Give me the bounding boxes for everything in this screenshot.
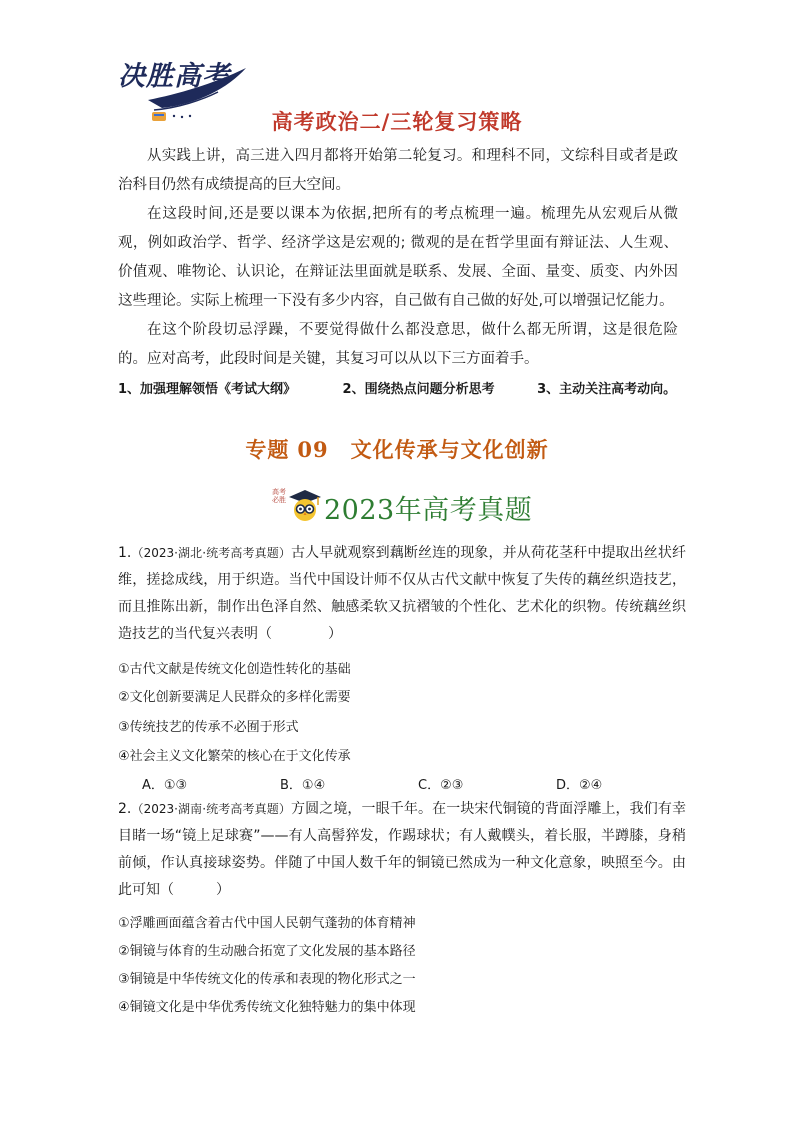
question-2-option-4: ④铜镜文化是中华优秀传统文化独特魅力的集中体现: [118, 1000, 416, 1015]
question-1-stem: [118, 540, 686, 648]
page-title: 高考政治二/三轮复习策略: [271, 110, 523, 134]
question-1-source: （2023·湖北·统考高考真题）: [131, 546, 291, 560]
banner-text: 2023年高考真题: [324, 495, 533, 526]
question-1-option-3: ③传统技艺的传承不必囿于形式: [118, 720, 299, 735]
key-point-1: 1、加强理解领悟《考试大纲》: [118, 382, 297, 397]
topic-prefix: 专题: [245, 438, 290, 462]
topic-heading: [0, 434, 794, 464]
question-2-text: 方圆之境，一眼千年。在一块宋代铜镜的背面浮雕上，我们有幸目睹一场“镜上足球赛”——有人高髻猝发，作踢球状；有人戴幞头，着长服，半蹲膝，身稍前倾，作认真接球姿势。伴随了中国人数千年的铜镜已然成为一种文化意象，映照至今。由此可知（ ）: [118, 801, 686, 898]
question-1-choices: [142, 774, 694, 793]
key-point-3: 3、主动关注高考动向。: [537, 382, 677, 397]
exam-year-banner: [272, 486, 532, 526]
key-points: [118, 378, 688, 397]
question-2-number: 2.: [118, 801, 132, 817]
question-1-option-4: ④社会主义文化繁荣的核心在于文化传承: [118, 749, 351, 764]
question-2-option-3: ③铜镜是中华传统文化的传承和表现的物化形式之一: [118, 972, 416, 987]
question-2-source: （2023·湖南·统考高考真题）: [131, 802, 291, 816]
choice-a: A．①③: [142, 778, 188, 793]
question-2-option-1: ①浮雕画面蕴含着古代中国人民朝气蓬勃的体育精神: [118, 916, 416, 931]
intro-paragraph-2: 在这段时间,还是要以课本为依据,把所有的考点梳理一遍。梳理先从宏观后从微观，例如政治学、哲学、经济学这是宏观的; 微观的是在哲学里面有辩证法、人生观、价值观、唯物论、认识论，在辩证法里面就是联系、发展、全面、量变、质变、内外因这些理论。实际上梳理一下没有多少内容，自己做有自己做的好处,可以增强记忆能力。: [118, 206, 678, 309]
graduate-owl-icon: [288, 488, 322, 522]
choice-d: D．②④: [556, 778, 603, 793]
banner-badge: 高考必胜: [272, 488, 286, 504]
question-2-option-2: ②铜镜与体育的生动融合拓宽了文化发展的基本路径: [118, 944, 416, 959]
choice-b: B．①④: [280, 778, 326, 793]
question-1-number: 1.: [118, 545, 132, 561]
intro-paragraph-1: 从实践上讲，高三进入四月都将开始第二轮复习。和理科不同，文综科目或者是政治科目仍然有成绩提高的巨大空间。: [118, 148, 678, 193]
topic-name: 文化传承与文化创新: [350, 438, 549, 462]
topic-number: 09: [297, 437, 329, 462]
choice-c: C．②③: [418, 778, 464, 793]
question-2-stem: [118, 796, 686, 904]
logo-text: 决胜高考: [118, 61, 230, 92]
question-1-text: 古人早就观察到藕断丝连的现象，并从荷花茎秆中提取出丝状纤维，搓捻成线，用于织造。当代中国设计师不仅从古代文献中恢复了失传的藕丝织造技艺，而且推陈出新，制作出色泽自然、触感柔软又抗褶皱的个性化、艺术化的织物。传统藕丝织造技艺的当代复兴表明（ ）: [118, 545, 686, 642]
question-1-option-1: ①古代文献是传统文化创造性转化的基础: [118, 662, 351, 677]
intro-paragraph-3: 在这个阶段切忌浮躁，不要觉得做什么都没意思，做什么都无所谓，这是很危险的。应对高考，此段时间是关键，其复习可以从以下三方面着手。: [118, 322, 678, 367]
question-1-option-2: ②文化创新要满足人民群众的多样化需要: [118, 690, 351, 705]
key-point-2: 2、围绕热点问题分析思考: [342, 382, 495, 397]
